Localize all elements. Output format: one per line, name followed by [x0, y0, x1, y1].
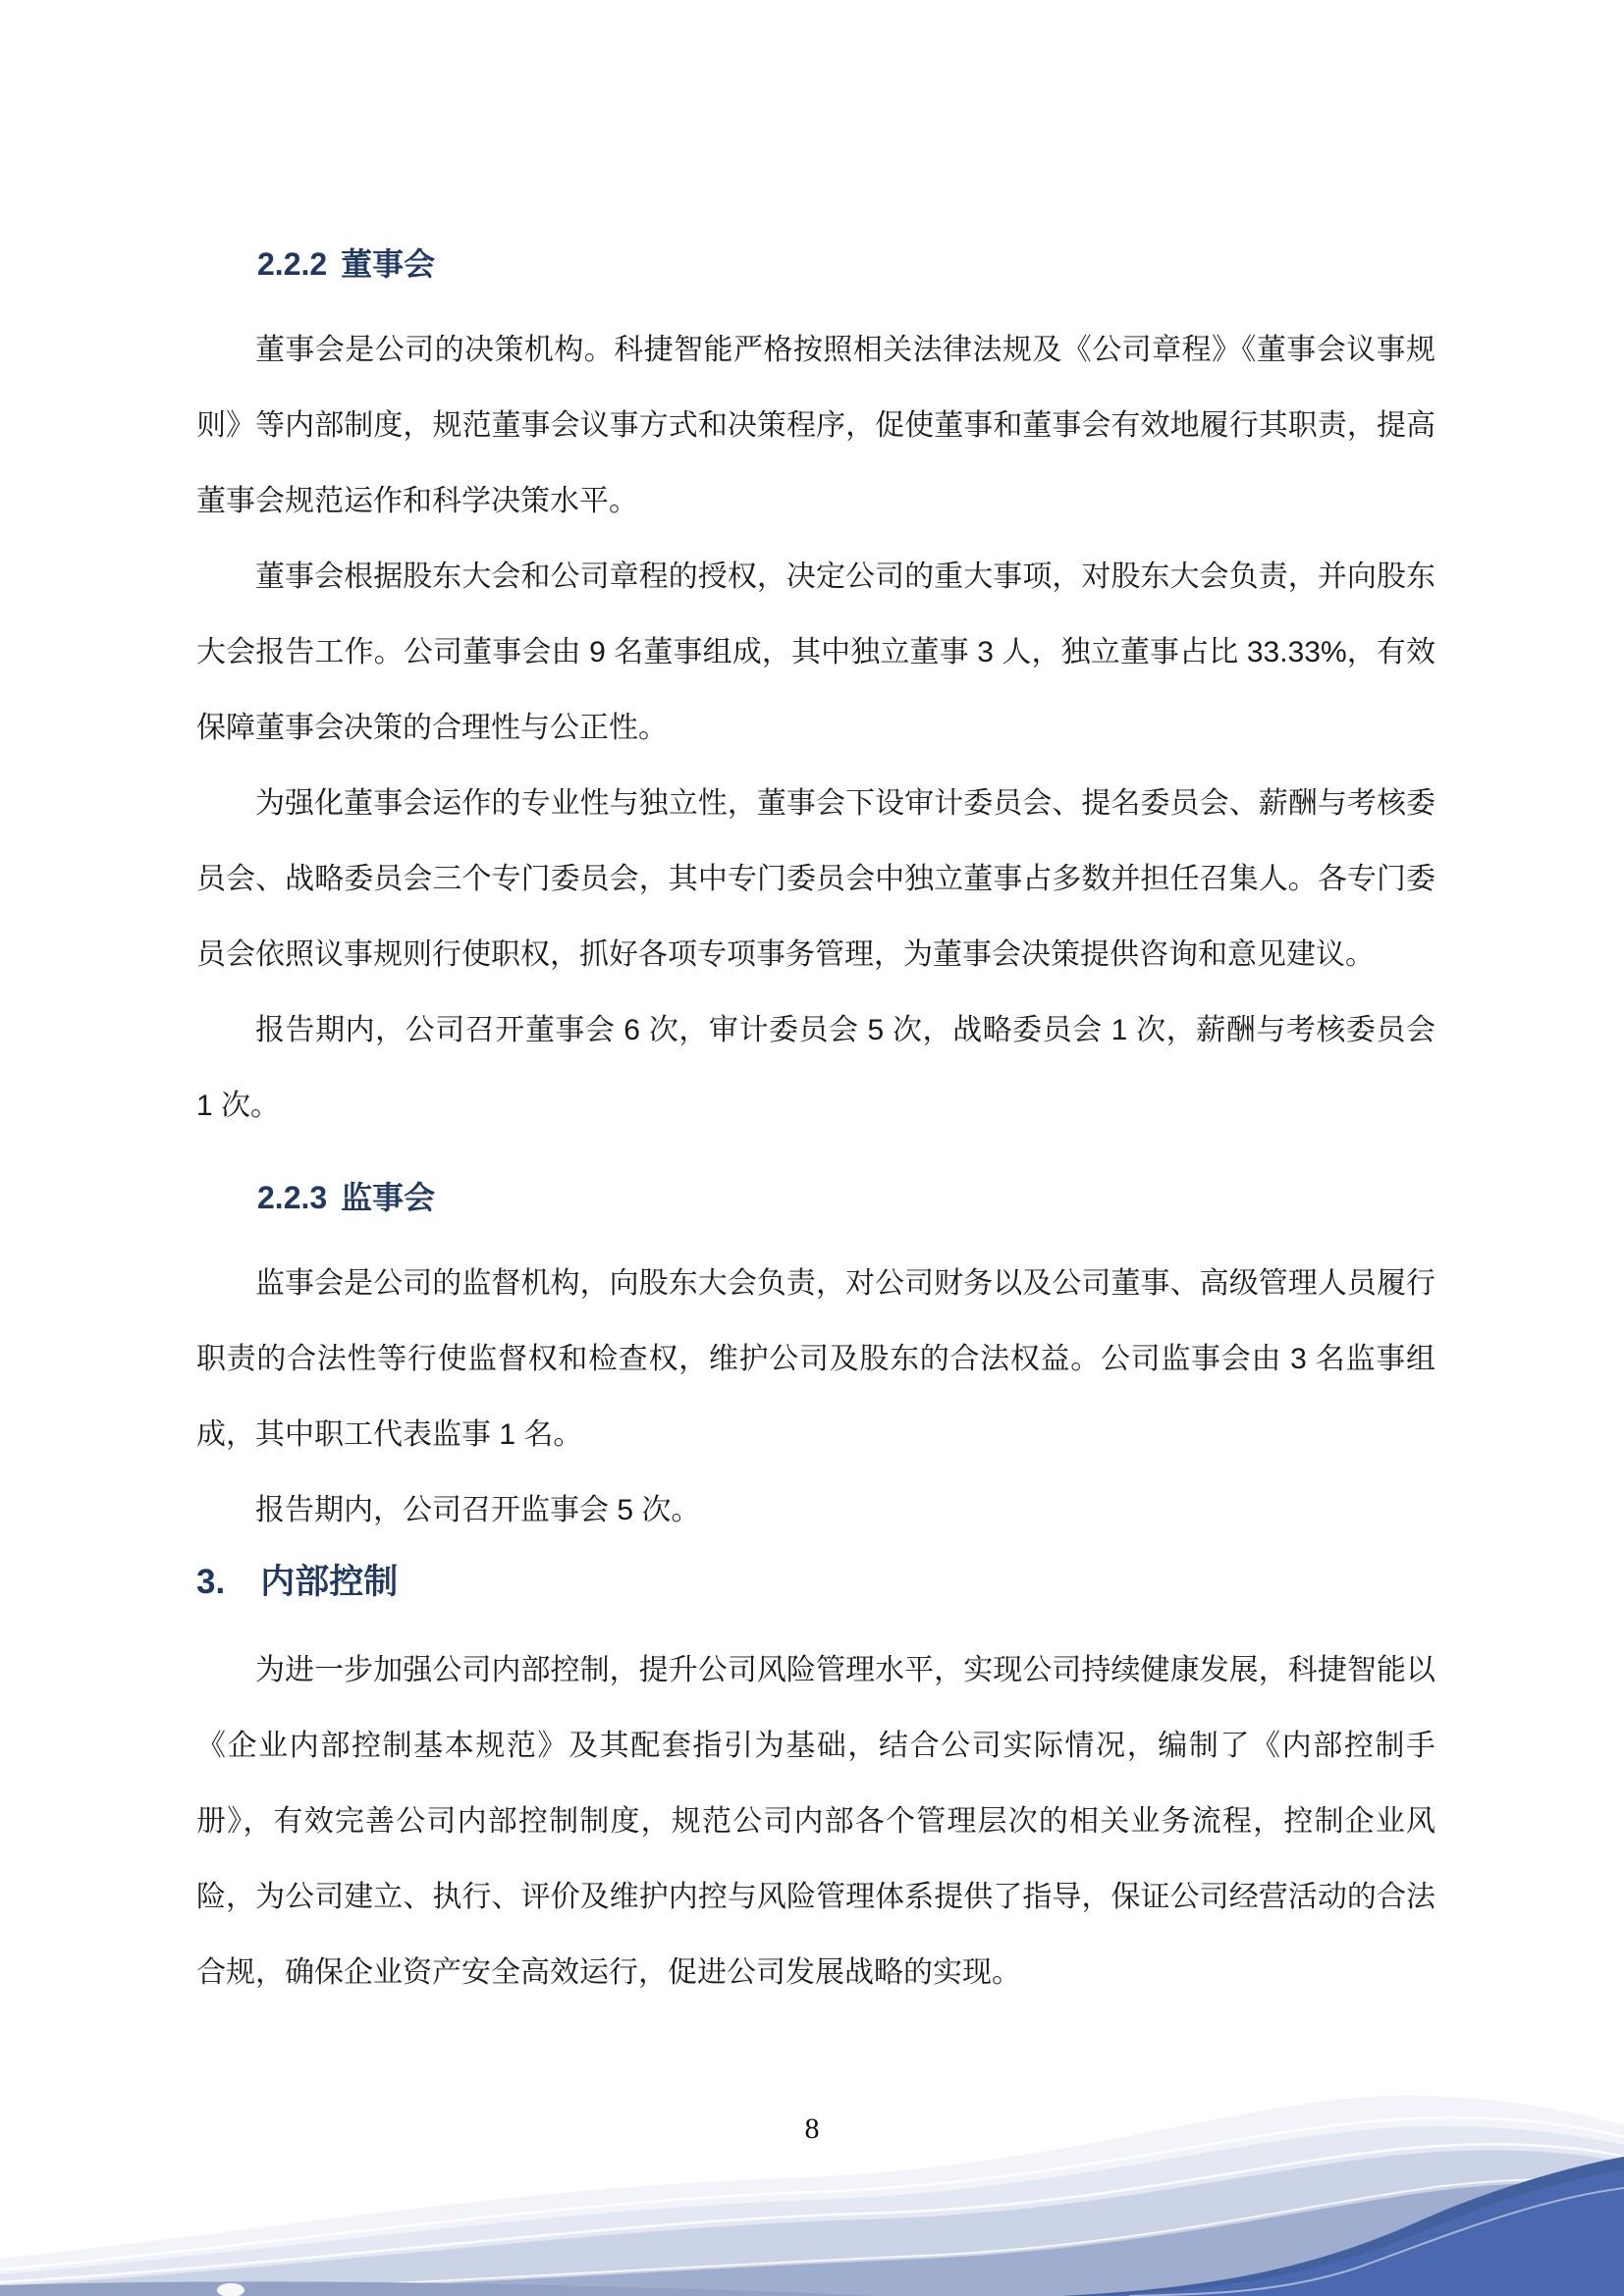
board-paragraph-2: 董事会根据股东大会和公司章程的授权，决定公司的重大事项，对股东大会负责，并向股东大会报告工作。公司董事会由 9 名董事组成，其中独立董事 3 人，独立董事占比 33.33%，有效保障董事会决策的合理性与公正性。	[196, 561, 1435, 744]
heading-supervisory-title: 监事会	[341, 1180, 436, 1215]
page-number: 8	[804, 2112, 820, 2145]
document-content	[196, 0, 1435, 2010]
heading-internal-control-title: 内部控制	[260, 1563, 399, 1601]
heading-internal-control-number: 3.	[196, 1563, 226, 1601]
board-paragraph-3: 为强化董事会运作的专业性与独立性，董事会下设审计委员会、提名委员会、薪酬与考核委员会、战略委员会三个专门委员会，其中专门委员会中独立董事占多数并担任召集人。各专门委员会依照议事规则行使职权，抓好各项专项事务管理，为董事会决策提供咨询和意见建议。	[196, 787, 1435, 971]
heading-board-title: 董事会	[341, 246, 436, 282]
heading-internal-control	[196, 1560, 1435, 1605]
heading-supervisory	[257, 1177, 1435, 1218]
footer-wave-graphic	[0, 2041, 1624, 2296]
heading-board-number: 2.2.2	[257, 246, 328, 282]
board-paragraph-4: 报告期内，公司召开董事会 6 次，审计委员会 5 次，战略委员会 1 次，薪酬与考核委员会 1 次。	[196, 1014, 1435, 1122]
heading-board	[257, 243, 1435, 285]
internal-control-paragraph-1: 为进一步加强公司内部控制，提升公司风险管理水平，实现公司持续健康发展，科捷智能以《企业内部控制基本规范》及其配套指引为基础，结合公司实际情况，编制了《内部控制手册》，有效完善公司内部控制制度，规范公司内部各个管理层次的相关业务流程，控制企业风险，为公司建立、执行、评价及维护内控与风险管理体系提供了指导，保证公司经营活动的合法合规，确保企业资产安全高效运行，促进公司发展战略的实现。	[196, 1654, 1435, 1989]
board-paragraph-1: 董事会是公司的决策机构。科捷智能严格按照相关法律法规及《公司章程》《董事会议事规则》等内部制度，规范董事会议事方式和决策程序，促使董事和董事会有效地履行其职责，提高董事会规范运作和科学决策水平。	[196, 334, 1435, 517]
supervisory-paragraph-1: 监事会是公司的监督机构，向股东大会负责，对公司财务以及公司董事、高级管理人员履行职责的合法性等行使监督权和检查权，维护公司及股东的合法权益。公司监事会由 3 名监事组成，其中职工代表监事 1 名。	[196, 1267, 1435, 1451]
supervisory-paragraph-2: 报告期内，公司召开监事会 5 次。	[255, 1494, 701, 1526]
heading-supervisory-number: 2.2.3	[257, 1180, 328, 1215]
